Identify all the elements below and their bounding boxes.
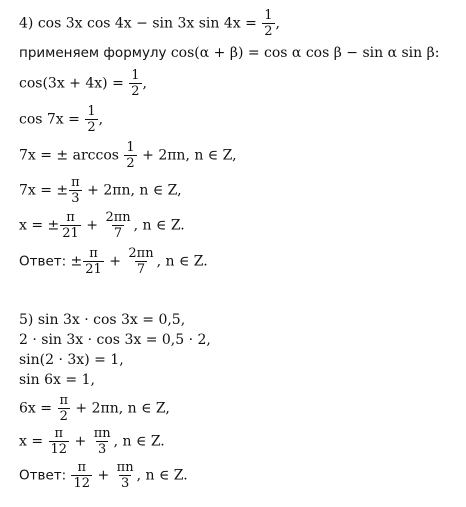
numerator: 1 [131, 68, 140, 83]
p5-step-tail: , n ∈ Z. [113, 433, 165, 450]
denominator: 3 [98, 442, 107, 457]
fraction [103, 210, 132, 241]
p4-line-1 [19, 8, 280, 39]
p5-step: sin 6x = 1, [19, 372, 95, 388]
fraction [124, 140, 136, 171]
numerator: π [71, 175, 80, 190]
denominator: 7 [136, 262, 146, 277]
fraction [92, 426, 113, 457]
numerator: 2πn [105, 210, 131, 225]
denominator: 3 [120, 476, 130, 491]
fraction [126, 246, 155, 277]
fraction [71, 460, 92, 491]
p4-step: 7x = ± [19, 182, 69, 199]
p5-step: 6x = [19, 400, 57, 417]
plus-sign: + [93, 467, 114, 484]
p4-line-5 [19, 140, 237, 171]
numerator: π [89, 246, 98, 261]
denominator: 2 [131, 84, 140, 99]
answer-label: Ответ: [19, 253, 71, 270]
p4-step: x = ± [19, 217, 60, 234]
numerator: π [66, 210, 75, 225]
numerator: 1 [126, 140, 135, 155]
numerator: 1 [87, 104, 96, 119]
denominator: 2 [126, 156, 135, 171]
p4-equation: 4) cos 3x cos 4x − sin 3x sin 4x = [19, 15, 262, 32]
denominator: 2 [87, 120, 96, 135]
p5-step: 2 · sin 3x · cos 3x = 0,5 · 2, [19, 332, 211, 348]
fraction [85, 104, 97, 135]
p5-line-6 [19, 426, 165, 457]
punct: , [98, 111, 104, 128]
p5-answer [19, 460, 188, 491]
punct: , [142, 75, 147, 92]
numerator: π [77, 460, 87, 475]
p4-step: cos(3x + 4x) = [19, 75, 129, 92]
plus-sign: + [104, 253, 126, 270]
numerator: πn [93, 426, 111, 441]
p4-line-2 [19, 44, 439, 62]
p5-step: sin(2 · 3x) = 1, [19, 352, 124, 368]
fraction [49, 426, 70, 457]
p4-line-6 [19, 175, 182, 206]
p5-step-tail: + 2πn, n ∈ Z, [70, 400, 170, 417]
denominator: 3 [71, 191, 80, 206]
p4-formula: cos(α + β) = cos α cos β − sin α sin β: [170, 45, 440, 61]
fraction [115, 460, 136, 491]
p5-line-1 [19, 311, 185, 329]
denominator: 21 [85, 262, 102, 277]
fraction [129, 68, 141, 99]
answer-label: Ответ: [19, 467, 71, 484]
denominator: 7 [113, 226, 123, 241]
plus-sign: + [81, 217, 103, 234]
answer-tail: , n ∈ Z. [156, 253, 208, 270]
p4-line-4 [19, 104, 103, 135]
punct: , [275, 15, 280, 32]
p4-line-7 [19, 210, 185, 241]
numerator: π [54, 426, 64, 441]
fraction [57, 393, 70, 424]
fraction [60, 210, 81, 241]
denominator: 2 [264, 24, 273, 39]
p5-line-2 [19, 331, 211, 349]
denominator: 2 [59, 409, 68, 424]
numerator: πn [116, 460, 134, 475]
numerator: π [59, 393, 68, 408]
p4-formula-intro: применяем формулу [19, 45, 171, 61]
answer-tail: , n ∈ Z. [136, 467, 188, 484]
p4-step-tail: + 2πn, n ∈ Z, [137, 147, 237, 164]
p5-line-4 [19, 371, 95, 389]
p4-step: cos 7x = [19, 111, 85, 128]
numerator: 2πn [128, 246, 154, 261]
p4-step: 7x = ± arccos [19, 147, 124, 164]
denominator: 12 [50, 442, 68, 457]
plus-sign: + [70, 433, 91, 450]
p4-step-tail: , n ∈ Z. [133, 217, 185, 234]
plus-minus-sign: ± [70, 253, 83, 270]
fraction [83, 246, 104, 277]
p5-step: x = [19, 433, 48, 450]
fraction [262, 8, 274, 39]
denominator: 12 [73, 476, 91, 491]
p5-line-3 [19, 351, 124, 369]
p4-line-3 [19, 68, 147, 99]
p4-step-tail: + 2πn, n ∈ Z, [82, 182, 182, 199]
p5-equation: 5) sin 3x · cos 3x = 0,5, [19, 312, 186, 328]
fraction [69, 175, 82, 206]
denominator: 21 [62, 226, 79, 241]
p4-answer [19, 246, 208, 277]
numerator: 1 [264, 8, 273, 23]
p5-line-5 [19, 393, 170, 424]
